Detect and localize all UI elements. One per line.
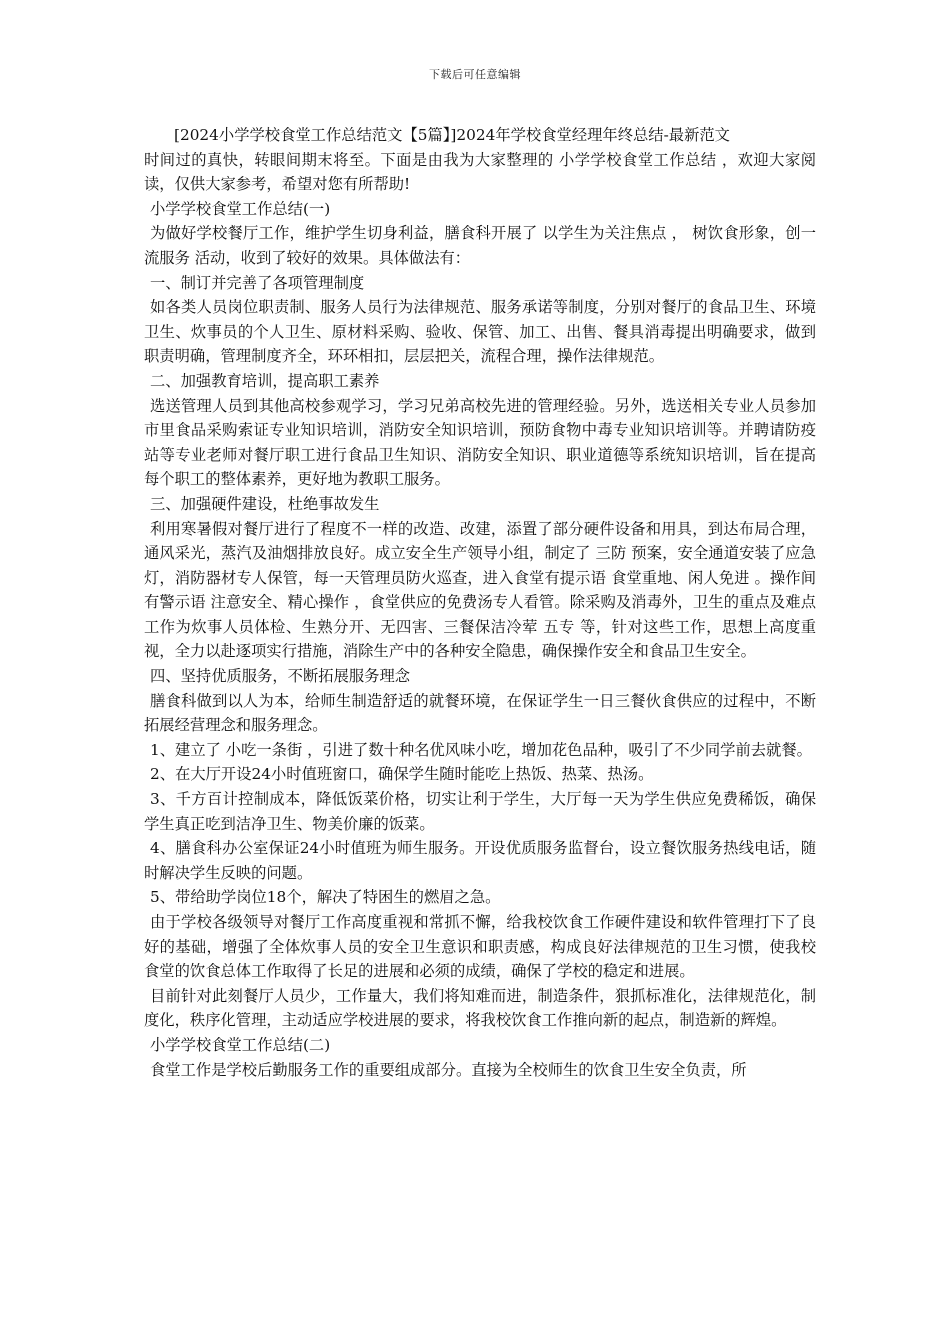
subsection-heading: 三、加强硬件建设，杜绝事故发生 [150,494,380,513]
subsection-heading: 四、坚持优质服务，不断拓展服务理念 [150,667,411,686]
document-title: [2024小学学校食堂工作总结范文【5篇】]2024年学校食堂经理年终总结-最新范文 [174,126,730,144]
list-item: 2、在大厅开设24小时值班窗口，确保学生随时能吃上热饭、热菜、热汤。 [150,765,654,784]
list-item: 4、膳食科办公室保证24小时值班为师生服务。开设优质服务监督台，设立餐饮服务热线电话，随时解决学生反映的问题。 [144,839,816,882]
subsection-heading: 一、制订并完善了各项管理制度 [150,273,365,292]
paragraph: 目前针对此刻餐厅人员少，工作量大，我们将知难而进，制造条件，狠抓标准化，法律规范化，制度化，秩序化管理，主动适应学校进展的要求，将我校饮食工作推向新的起点，制造新的辉煌。 [144,986,816,1030]
paragraph: 如各类人员岗位职责制、服务人员行为法律规范、服务承诺等制度，分别对餐厅的食品卫生、环境卫生、炊事员的个人卫生、原材料采购、验收、保管、加工、出售、餐具消毒提出明确要求，做到职责明确，管理制度齐全，环环相扣，层层把关，流程合理，操作法律规范。 [144,298,816,366]
subsection-heading: 二、加强教育培训，提高职工素养 [150,371,380,390]
intro-paragraph: 时间过的真快，转眼间期末将至。下面是由我为大家整理的 小学学校食堂工作总结 ，欢迎大家阅读，仅供大家参考，希望对您有所帮助! [144,150,816,194]
paragraph: 膳食科做到以人为本，给师生制造舒适的就餐环境，在保证学生一日三餐伙食供应的过程中，不断拓展经营理念和服务理念。 [144,691,816,735]
paragraph: 利用寒暑假对餐厅进行了程度不一样的改造、改建，添置了部分硬件设备和用具，到达布局合理，通风采光，蒸汽及油烟排放良好。成立安全生产领导小组，制定了 三防 预案，安全通道安装了应急灯，消防器材专人保管，每一天管理员防火巡查，进入食堂有提示语 食堂重地、闲人免进 。操作间有警示语 注意安全、精心操作 ，食堂供应的免费汤专人看管。除采购及消毒外，卫生的重点及难点工作为炊事人员体检、生熟分开、无四害、三餐保洁冷荤 五专 等，针对这些工作，思想上高度重视，全力以赴逐项实行措施，消除生产中的各种安全隐患，确保操作安全和食品卫生安全。 [144,519,816,661]
paragraph: 选送管理人员到其他高校参观学习，学习兄弟高校先进的管理经验。另外，选送相关专业人员参加市里食品采购索证专业知识培训，消防安全知识培训，预防食物中毒专业知识培训等。并聘请防疫站等专业老师对餐厅职工进行食品卫生知识、消防安全知识、职业道德等系统知识培训，旨在提高每个职工的整体素养，更好地为教职工服务。 [144,396,816,489]
section-heading: 小学学校食堂工作总结(二) [150,1035,331,1054]
paragraph: 由于学校各级领导对餐厅工作高度重视和常抓不懈，给我校饮食工作硬件建设和软件管理打下了良好的基础，增强了全体炊事人员的安全卫生意识和职责感，构成良好法律规范的卫生习惯，使我校食堂的饮食总体工作取得了长足的进展和必须的成绩，确保了学校的稳定和进展。 [144,913,816,981]
list-item: 5、带给助学岗位18个，解决了特困生的燃眉之急。 [150,888,501,907]
paragraph: 为做好学校餐厅工作，维护学生切身利益，膳食科开展了 以学生为关注焦点 ， 树饮食形象，创一流服务 活动，收到了较好的效果。具体做法有： [144,224,816,267]
list-item: 1、建立了 小吃一条街 ，引进了数十种名优风味小吃，增加花色品种，吸引了不少同学前去就餐。 [150,740,812,759]
paragraph: 食堂工作是学校后勤服务工作的重要组成部分。直接为全校师生的饮食卫生安全负责，所 [150,1060,747,1079]
list-item: 3、千方百计控制成本，降低饭菜价格，切实让利于学生，大厅每一天为学生供应免费稀饭，确保学生真正吃到洁净卫生、物美价廉的饭菜。 [144,790,816,833]
section-heading: 小学学校食堂工作总结(一) [150,199,331,218]
page-header-note: 下载后可任意编辑 [429,68,521,81]
document-body [144,123,816,1082]
